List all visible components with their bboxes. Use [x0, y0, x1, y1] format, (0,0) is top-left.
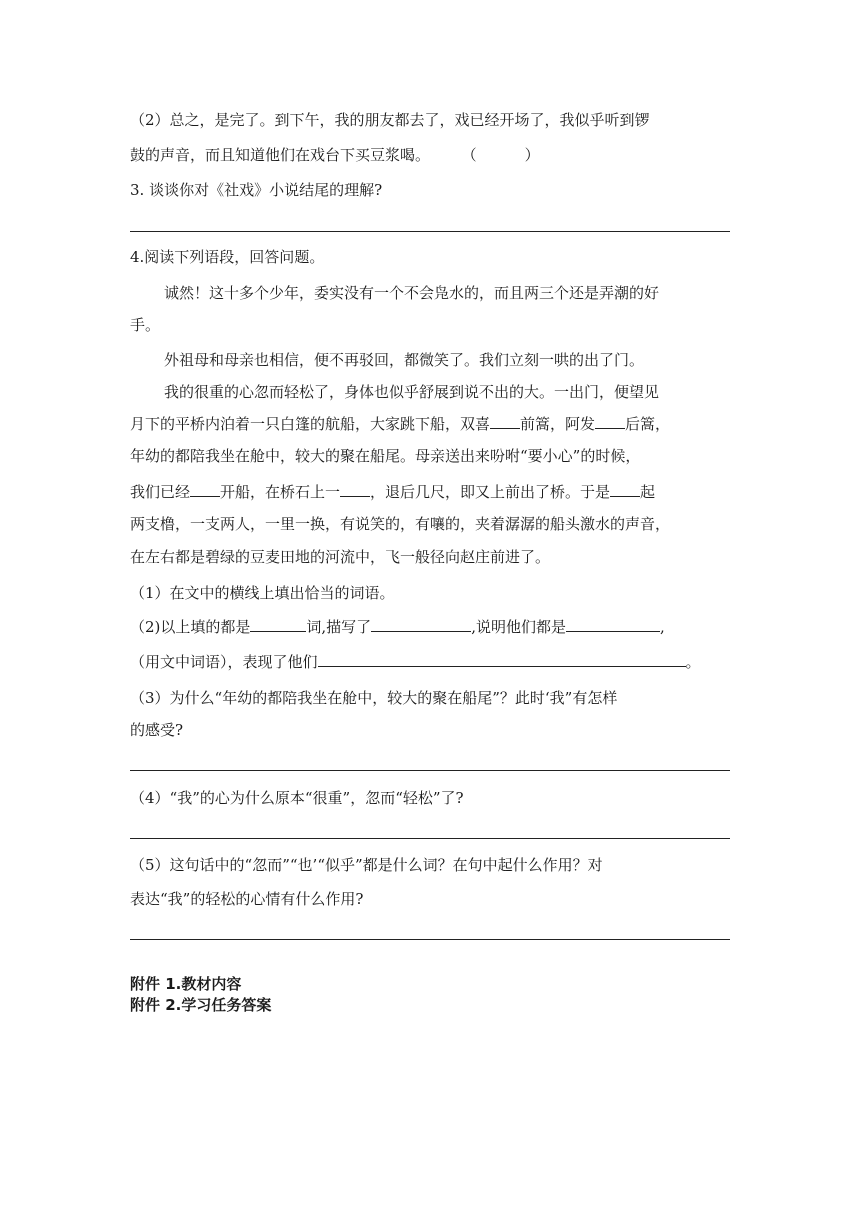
- question-2-2-text: 鼓的声音，而且知道他们在戏台下买豆浆喝。: [130, 146, 431, 164]
- fill-blank-4[interactable]: [340, 482, 370, 497]
- passage-text: 开船，在桥石上一: [220, 483, 341, 501]
- question-2-2-line-1: （2）总之，是完了。到下午，我的朋友都去了，戏已经开场了，我似乎听到锣: [130, 111, 650, 129]
- passage-p3-line-6: 在左右都是碧绿的豆麦田地的河流中，飞一般径向赵庄前进了。: [130, 548, 551, 566]
- sub-question-text: （用文中词语），表现了他们: [130, 653, 318, 671]
- answer-line-sub-question-3[interactable]: [130, 770, 730, 771]
- sub-question-2-line-2: [130, 652, 701, 672]
- sub-question-3-line-2: 的感受?: [130, 721, 184, 739]
- passage-p3-line-5: 两支橹，一支两人，一里一换，有说笑的，有嚷的，夹着潺潺的船头激水的声音，: [130, 515, 671, 533]
- passage-p3-line-2: [130, 414, 670, 434]
- sub-question-3-line-1: （3）为什么“年幼的都陪我坐在舱中，较大的聚在船尾”？此时‘我”有怎样: [130, 689, 618, 707]
- question-3: 3. 谈谈你对《社戏》小说结尾的理解?: [130, 181, 383, 199]
- fill-blank-2[interactable]: [595, 414, 625, 429]
- fill-blank-word-type[interactable]: [250, 617, 306, 632]
- sub-question-text: 。: [685, 653, 701, 671]
- sub-question-text: 词,描写了: [306, 618, 372, 636]
- question-4-title: 4.阅读下列语段，回答问题。: [130, 248, 325, 266]
- answer-line-q3[interactable]: [130, 231, 730, 232]
- answer-paren-close: ）: [524, 146, 540, 164]
- sub-question-text: ,: [659, 618, 665, 636]
- passage-p1-line-1: 诚然！这十多个少年，委实没有一个不会凫水的，而且两三个还是弄潮的好: [164, 284, 660, 302]
- passage-p3-line-1: 我的很重的心忽而轻松了，身体也似乎舒展到说不出的大。一出门，便望见: [164, 383, 660, 401]
- sub-question-2-line-1: [130, 617, 665, 637]
- attachment-2-link[interactable]: 附件 2.学习任务答案: [130, 996, 272, 1014]
- passage-text: ，退后几尺，即又上前出了桥。于是: [370, 483, 611, 501]
- sub-question-5-line-2: 表达“我”的轻松的心情有什么作用?: [130, 890, 364, 908]
- answer-paren-open: （: [461, 146, 477, 164]
- fill-blank-1[interactable]: [490, 414, 520, 429]
- fill-blank-showed[interactable]: [318, 652, 686, 667]
- passage-p1-line-2: 手。: [130, 316, 161, 334]
- fill-blank-3[interactable]: [190, 482, 220, 497]
- fill-blank-5[interactable]: [610, 482, 640, 497]
- passage-p3-line-3: 年幼的都陪我坐在舱中，较大的聚在船尾。母亲送出来吩咐“要小心”的时候，: [130, 447, 641, 465]
- answer-line-sub-question-5[interactable]: [130, 939, 730, 940]
- answer-line-sub-question-4[interactable]: [130, 838, 730, 839]
- passage-text: 月下的平桥内泊着一只白篷的航船，大家跳下船，双喜: [130, 415, 491, 433]
- sub-question-4: （4）“我”的心为什么原本“很重”，忽而“轻松”了?: [130, 789, 464, 807]
- question-2-2-line-2: [130, 145, 540, 165]
- sub-question-5-line-1: （5）这句话中的“忽而”“也’“似乎”都是什么词？在句中起什么作用？对: [130, 856, 603, 874]
- passage-text: 前篙，阿发: [520, 415, 596, 433]
- sub-question-text: （2)以上填的都是: [130, 618, 251, 636]
- passage-text: 我们已经: [130, 483, 191, 501]
- fill-blank-described[interactable]: [371, 617, 471, 632]
- passage-text: 后篙，: [625, 415, 671, 433]
- attachment-1-link[interactable]: 附件 1.教材内容: [130, 975, 242, 993]
- passage-p2: 外祖母和母亲也相信，便不再驳回，都微笑了。我们立刻一哄的出了门。: [164, 351, 645, 369]
- fill-blank-they-are[interactable]: [566, 617, 660, 632]
- passage-p3-line-4: [130, 482, 655, 502]
- passage-text: 起: [640, 483, 656, 501]
- sub-question-text: ,说明他们都是: [471, 618, 566, 636]
- sub-question-1: （1）在文中的横线上填出恰当的词语。: [130, 584, 395, 602]
